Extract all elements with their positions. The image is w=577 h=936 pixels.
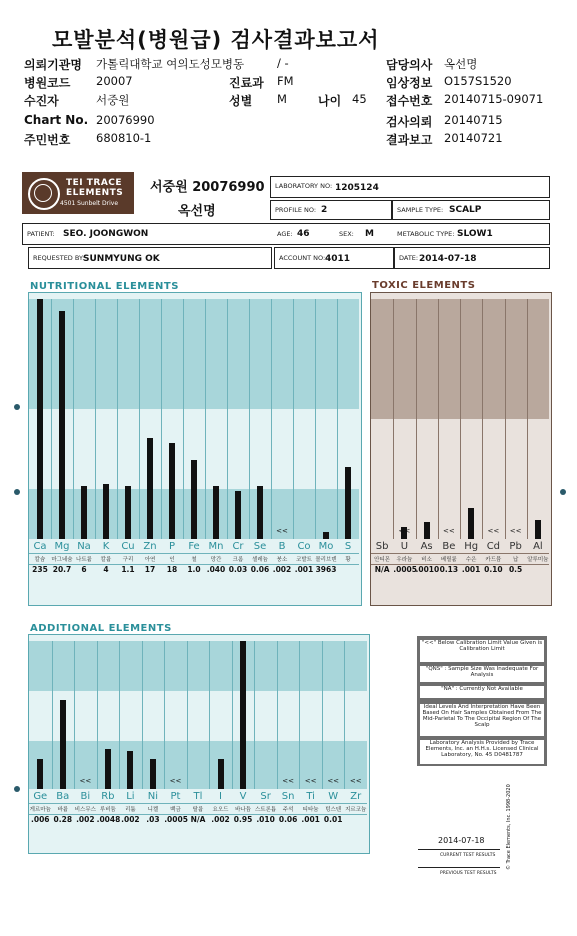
side-marker-icon (14, 786, 20, 792)
element-korean: 마그네슘 (51, 557, 73, 563)
additional-panel (28, 634, 370, 854)
element-korean: 탈륨 (192, 807, 204, 813)
profile-no: 2 (321, 205, 328, 215)
header-value: 가톨릭대학교 여의도성모병동 (96, 57, 245, 71)
patient-korean: 서중원 20076990 (150, 180, 265, 195)
legend-note-lab: Laboratory Analysis Provided by Trace Elements, Inc. an H.H.s. Licensed Clinical Laboratory, No. 45 D0481787 (420, 740, 544, 764)
side-marker-icon (560, 489, 566, 495)
previous-line (418, 867, 500, 868)
grid-line (232, 641, 233, 789)
header-value: O157S1520 (444, 74, 512, 88)
below-limit-flag: << (509, 527, 522, 535)
grid-line (139, 299, 140, 539)
header-label: 수진자 (24, 94, 59, 108)
grid-line (209, 641, 210, 789)
element-bar (59, 311, 65, 539)
element-korean: 철 (191, 557, 197, 563)
element-korean: 망간 (210, 557, 222, 563)
element-symbol: Hg (464, 541, 479, 552)
grid-line (315, 299, 316, 539)
range-band-high (29, 641, 367, 691)
element-bar (240, 641, 246, 789)
grid-line (438, 299, 439, 539)
legend-note-qns: "QNS" : Sample Size Was Inadequate For Analysis (420, 666, 544, 682)
element-korean: 백금 (170, 807, 181, 813)
grid-line (337, 299, 338, 539)
element-korean: 황 (345, 557, 351, 563)
grid-line (293, 299, 294, 539)
element-korean: 크롬 (232, 557, 244, 563)
element-korean: 칼슘 (34, 557, 46, 563)
element-value: .002 (211, 815, 230, 824)
element-value: 0.95 (233, 815, 253, 824)
lab-logo (22, 172, 134, 214)
element-bar (424, 522, 430, 539)
element-symbol: Zn (143, 541, 157, 552)
element-korean: 지르코늄 (345, 807, 367, 813)
element-korean: 게르마늄 (29, 807, 51, 813)
element-symbol: Mo (318, 541, 334, 552)
requested-by: SUNMYUNG OK (83, 254, 160, 264)
grid-line (271, 299, 272, 539)
row-divider (29, 814, 367, 815)
current-label: CURRENT TEST RESULTS (440, 853, 496, 858)
below-limit-flag: << (398, 527, 411, 535)
below-limit-flag: << (327, 777, 340, 785)
grid-line (97, 641, 98, 789)
element-symbol: Co (297, 541, 311, 552)
element-value: 0.06 (250, 565, 270, 574)
header-value: 옥선명 (444, 57, 478, 71)
date-box (394, 247, 550, 269)
element-value: 3963 (315, 565, 337, 574)
element-value: 4 (103, 565, 109, 574)
element-korean: 몰리브덴 (315, 557, 337, 563)
element-value: .03 (146, 815, 160, 824)
range-band-high (29, 299, 359, 409)
element-korean: 요오드 (212, 807, 229, 813)
header-value: 20007 (96, 74, 133, 88)
header-label: 의뢰기관명 (24, 58, 82, 72)
copyright: © Trace Elements, Inc. 1998-2020 (506, 784, 512, 870)
side-marker-icon (14, 404, 20, 410)
element-korean: 루비듐 (99, 807, 116, 813)
below-limit-flag: << (282, 777, 294, 785)
below-limit-flag: << (79, 777, 92, 785)
element-korean: 비소 (421, 557, 432, 563)
element-symbol: B (278, 541, 286, 552)
element-value: 0.5 (508, 565, 523, 574)
element-symbol: Ba (56, 791, 70, 802)
element-korean: 스트론튬 (254, 807, 277, 813)
header-value: FM (277, 74, 294, 88)
doctor-korean: 옥선명 (178, 204, 216, 219)
grid-line (187, 641, 188, 789)
patient-name: SEO. JOONGWON (63, 229, 149, 239)
element-value: 0.13 (439, 565, 459, 574)
element-korean: 아연 (144, 557, 156, 563)
metabolic-type: SLOW1 (457, 229, 493, 239)
element-symbol: Tl (193, 791, 203, 802)
element-korean: 납 (512, 557, 519, 563)
element-korean: 바륨 (57, 807, 69, 813)
element-bar (213, 486, 219, 539)
header-label: 진료과 (229, 76, 264, 90)
element-symbol: Cr (232, 541, 244, 552)
element-bar (345, 467, 351, 539)
grid-line (393, 299, 394, 539)
header-value: 20076990 (96, 113, 155, 127)
element-value: N/A (374, 565, 390, 574)
header-label: 나이 (318, 94, 342, 108)
element-symbol: V (239, 791, 247, 802)
grid-line (344, 641, 345, 789)
lab-no-label: LABORATORY NO: (275, 182, 333, 190)
below-limit-flag: << (169, 777, 182, 785)
header-label: 결과보고 (386, 133, 433, 147)
header-value: 서중원 (96, 93, 130, 107)
grid-line (73, 299, 74, 539)
below-limit-flag: << (349, 777, 362, 785)
header-label: 접수번호 (386, 94, 433, 108)
header-value: / - (277, 56, 289, 70)
grid-line (482, 299, 483, 539)
row-divider (371, 564, 549, 565)
element-value: 1.1 (121, 565, 135, 574)
grid-line (117, 299, 118, 539)
element-korean: 바나듐 (235, 807, 252, 813)
element-symbol: U (400, 541, 409, 552)
element-bar (191, 460, 197, 539)
element-bar (125, 486, 131, 539)
element-symbol: Ni (147, 791, 159, 802)
element-korean: 나트륨 (76, 557, 92, 563)
header-label: 검사의뢰 (386, 115, 433, 129)
element-symbol: Ge (33, 791, 48, 802)
grid-line (227, 299, 228, 539)
element-bar (169, 443, 175, 539)
patient-label: PATIENT: (27, 230, 55, 238)
element-korean: 베릴륨 (440, 557, 457, 563)
element-value: .0010 (415, 565, 440, 574)
element-symbol: Se (253, 541, 267, 552)
below-limit-flag: << (304, 777, 317, 785)
element-bar (257, 486, 263, 539)
age-label: AGE: (277, 230, 293, 238)
grid-line (299, 641, 300, 789)
element-korean: 인 (169, 557, 175, 563)
element-symbol: Cu (121, 541, 135, 552)
logo-address: 4501 Sunbelt Drive (60, 200, 119, 207)
legend-note-na: "NA" : Currently Not Available (420, 686, 544, 698)
element-symbol: Sn (281, 791, 295, 802)
lab-no: 1205124 (335, 183, 379, 193)
grid-line (119, 641, 120, 789)
element-symbol: Al (533, 541, 543, 552)
grid-line (322, 641, 323, 789)
element-bar (81, 486, 87, 539)
element-korean: 니켈 (147, 807, 159, 813)
element-bar (60, 700, 66, 789)
previous-label: PREVIOUS TEST RESULTS (440, 871, 497, 876)
element-value: 0.01 (323, 815, 343, 824)
age: 46 (297, 229, 310, 239)
header-value: 20140715 (444, 113, 503, 127)
row-divider (29, 564, 359, 565)
header-label: 임상정보 (386, 76, 433, 90)
element-symbol: Rb (101, 791, 115, 802)
header-value: 20140721 (444, 131, 503, 145)
account-label: ACCOUNT NO: (279, 254, 326, 262)
element-symbol: Fe (188, 541, 200, 552)
metabolic-label: METABOLIC TYPE: (397, 230, 455, 238)
grid-line (161, 299, 162, 539)
element-symbol: Zr (350, 791, 362, 802)
element-bar (103, 484, 109, 539)
patient-box (22, 223, 550, 245)
element-symbol: Na (77, 541, 91, 552)
row-divider (29, 803, 367, 804)
grid-line (254, 641, 255, 789)
header-value: 20140715-09071 (444, 92, 544, 106)
sample-label: SAMPLE TYPE: (397, 206, 444, 214)
account-box (274, 247, 394, 269)
grid-line (164, 641, 165, 789)
toxic-panel (370, 292, 552, 606)
element-korean: 구리 (122, 557, 134, 563)
element-symbol: Sb (375, 541, 389, 552)
header-label: 담당의사 (386, 58, 433, 72)
grid-line (249, 299, 250, 539)
element-symbol: Be (442, 541, 456, 552)
toxic-header: TOXIC ELEMENTS (372, 280, 476, 291)
below-limit-flag: << (276, 527, 288, 535)
logo-globe-inner-icon (34, 184, 52, 202)
grid-line (74, 641, 75, 789)
element-value: .040 (206, 565, 226, 574)
header-label: 성별 (229, 94, 253, 108)
element-symbol: As (420, 541, 433, 552)
element-bar (37, 299, 43, 539)
grid-line (505, 299, 506, 539)
account-no: 4011 (325, 254, 351, 264)
grid-line (142, 641, 143, 789)
element-korean: 수은 (465, 557, 477, 563)
footer-date: 2014-07-18 (438, 836, 485, 845)
nutritional-header: NUTRITIONAL ELEMENTS (30, 281, 179, 292)
grid-line (416, 299, 417, 539)
element-symbol: W (328, 791, 339, 802)
element-value: 1.0 (187, 565, 201, 574)
legend-note-calibration: "<<" Below Calibration Limit Value Given is Calibration Limit (420, 640, 544, 662)
header-value: 45 (352, 92, 367, 106)
profile-box (270, 200, 392, 220)
element-bar (218, 759, 224, 789)
nutritional-panel (28, 292, 362, 606)
grid-line (183, 299, 184, 539)
element-value: 235 (32, 565, 48, 574)
sample-type: SCALP (449, 205, 482, 215)
grid-line (460, 299, 461, 539)
element-value: 20.7 (52, 565, 72, 574)
grid-line (52, 641, 53, 789)
page-title: 모발분석(병원급) 검사결과보고서 (52, 28, 380, 52)
element-symbol: Ti (306, 791, 315, 802)
element-korean: 비스무스 (74, 807, 96, 813)
element-value: .001 (294, 565, 314, 574)
element-value: .002 (76, 815, 95, 824)
element-symbol: Bi (80, 791, 91, 802)
element-symbol: Pt (170, 791, 181, 802)
element-korean: 코발트 (296, 557, 312, 563)
element-symbol: Sr (260, 791, 271, 802)
header-label: 주민번호 (24, 133, 71, 147)
legend-note-ideal: Ideal Levels And Interpretation Have Been Based On Hair Samples Obtained From The Mid-Parietal To The Occipital Region Of The Scalp (420, 704, 544, 736)
grid-line (277, 641, 278, 789)
element-value: 6 (81, 565, 87, 574)
sex: M (365, 229, 374, 239)
header-value: M (277, 92, 287, 106)
lab-no-box (270, 176, 550, 198)
element-symbol: Ca (33, 541, 47, 552)
element-korean: 안티몬 (374, 557, 391, 563)
element-value: 0.03 (228, 565, 248, 574)
element-bar (37, 759, 43, 789)
element-value: 0.28 (53, 815, 73, 824)
grid-line (51, 299, 52, 539)
grid-line (205, 299, 206, 539)
element-value: .002 (121, 815, 140, 824)
element-korean: 리튬 (125, 807, 136, 813)
element-bar (147, 438, 153, 539)
element-value: .001 (461, 565, 481, 574)
element-symbol: Mn (208, 541, 224, 552)
element-korean: 알루미늄 (527, 557, 549, 563)
element-symbol: K (102, 541, 110, 552)
element-korean: 셀레늄 (252, 557, 268, 563)
element-value: 18 (166, 565, 178, 574)
element-value: .0005 (164, 815, 188, 824)
element-bar (323, 532, 329, 539)
sex-label: SEX: (339, 230, 354, 238)
element-value: .010 (256, 815, 275, 824)
logo-title: TEI TRACE ELEMENTS (66, 178, 124, 198)
grid-line (527, 299, 528, 539)
element-value: .0005 (393, 565, 417, 574)
element-value: N/A (190, 815, 206, 824)
element-value: 17 (144, 565, 156, 574)
element-symbol: Cd (486, 541, 501, 552)
element-korean: 칼륨 (100, 557, 112, 563)
element-korean: 붕소 (276, 557, 288, 563)
element-symbol: Li (126, 791, 135, 802)
element-value: .0048 (96, 815, 121, 824)
element-bar (235, 491, 241, 539)
report-date: 2014-07-18 (419, 254, 477, 264)
element-bar (468, 508, 474, 539)
element-korean: 우라늄 (396, 557, 413, 563)
side-marker-icon (14, 489, 20, 495)
element-bar (535, 520, 541, 539)
grid-line (95, 299, 96, 539)
requested-label: REQUESTED BY: (33, 254, 85, 262)
element-symbol: P (168, 541, 176, 552)
header-label: Chart No. (24, 113, 89, 127)
profile-label: PROFILE NO: (275, 206, 317, 214)
below-limit-flag: << (487, 527, 500, 535)
row-divider (29, 553, 359, 554)
row-divider (371, 553, 549, 554)
element-symbol: Mg (54, 541, 70, 552)
sample-box (392, 200, 550, 220)
element-symbol: Pb (509, 541, 522, 552)
element-value: .002 (272, 565, 292, 574)
element-korean: 카드뮴 (485, 557, 502, 563)
element-bar (105, 749, 111, 789)
element-value: 0.10 (484, 565, 503, 574)
header-value: 680810-1 (96, 131, 152, 145)
date-label: DATE: (399, 254, 419, 262)
element-bar (127, 751, 133, 789)
element-symbol: S (344, 541, 352, 552)
element-value: .001 (301, 815, 320, 824)
element-symbol: I (219, 791, 222, 802)
element-korean: 텅스텐 (325, 807, 342, 813)
element-value: .006 (31, 815, 50, 824)
current-line (418, 849, 500, 850)
below-limit-flag: << (443, 527, 455, 535)
additional-header: ADDITIONAL ELEMENTS (30, 623, 172, 634)
requested-box (28, 247, 272, 269)
element-korean: 티타늄 (302, 807, 319, 813)
element-value: 0.06 (278, 815, 298, 824)
header-label: 병원코드 (24, 76, 71, 90)
element-bar (150, 759, 156, 789)
element-korean: 주석 (282, 807, 294, 813)
